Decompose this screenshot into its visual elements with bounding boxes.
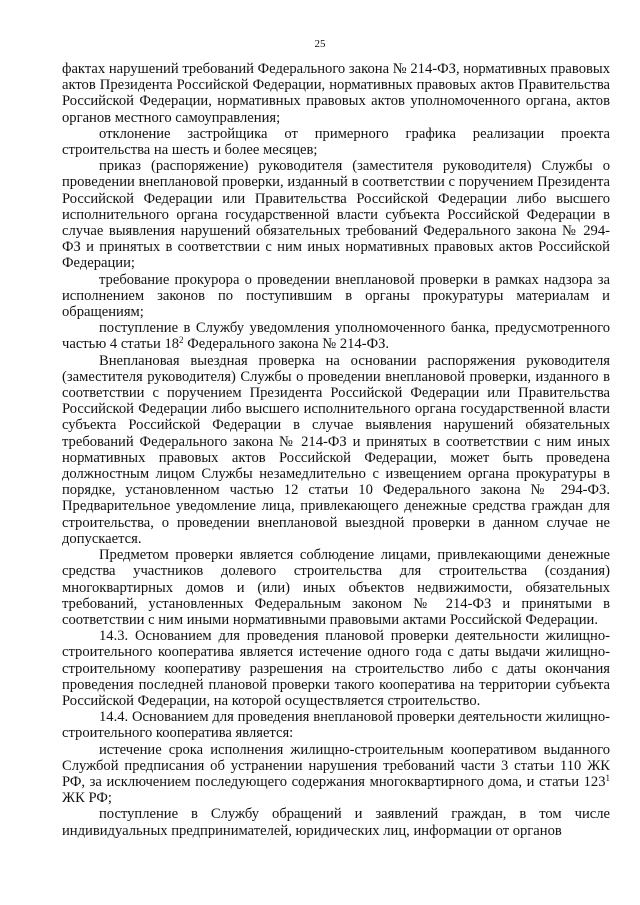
paragraph: Предметом проверки является соблюдение лицами, привлекающими денежные средства участников долевого строительства для строительства (создания) многоквартирных домов и (или) иных объектов недвижимости, обязательных требований, установленных Федеральным законом № 214-ФЗ и принятыми в соответствии с ним иными нормативными правовыми актами Российской Федерации. [62,547,610,628]
paragraph: фактах нарушений требований Федерального закона № 214-ФЗ, нормативных правовых актов Президента Российской Федерации, нормативных правовых актов Правительства Российской Федерации, нормативных правовых актов уполномоченного органа, актов органов местного самоуправления; [62,61,610,126]
paragraph: приказ (распоряжение) руководителя (заместителя руководителя) Службы о проведении внеплановой проверки, изданный в соответствии с поручением Президента Российской Федерации или Правительства Российской Федерации либо высшего исполнительного органа государственной власти субъекта Российской Федерации в случае выявления нарушений обязательных требований Федерального закона № 294-ФЗ и принятых в соответствии с ним иных нормативных правовых актов Российской Федерации; [62,158,610,272]
paragraph: поступление в Службу обращений и заявлений граждан, в том числе индивидуальных предпринимателей, юридических лиц, информации от органов [62,806,610,839]
page-number: 25 [314,38,326,50]
superscript: 1 [605,772,610,783]
paragraph: отклонение застройщика от примерного графика реализации проекта строительства на шесть и более месяцев; [62,125,610,159]
paragraph: поступление в Службу уведомления уполномоченного банка, предусмотренного частью 4 статьи $18^2$ Федерального закона № 214-ФЗ. [62,320,610,353]
superscript: 2 [179,335,184,346]
paragraph: требование прокурора о проведении внеплановой проверки в рамках надзора за исполнением законов по поступившим в органы прокуратуры материалам и обращениям; [62,271,610,321]
paragraph: истечение срока исполнения жилищно-строительным кооперативом выданного Службой предписания об устранении нарушения требований части 3 статьи 110 ЖК РФ, за исключением последующего содержания многоквартирного дома, и статьи $123^1$ ЖК РФ; [62,741,610,807]
paragraph: Внеплановая выездная проверка на основании распоряжения руководителя (заместителя руководителя) Службы о проведении внеплановой проверки, изданного в соответствии с поручением Президента Российской Федерации или Правительства Российской Федерации либо высшего исполнительного органа государственной власти субъекта Российской Федерации в случае выявления нарушений обязательных требований Федерального закона № 214-ФЗ и принятых в соответствии с ним иных нормативных правовых актов Российской Федерации, может быть проведена должностным лицом Службы незамедлительно с извещением органа прокуратуры в порядке, установленном частью 12 статьи 10 Федерального закона № 294-ФЗ. Предварительное уведомление лица, привлекающего денежные средства граждан для строительства, о проведении внеплановой выездной проверки в данном случае не допускается. [62,352,610,547]
document-body [62,61,610,839]
paragraph: 14.4. Основанием для проведения внеплановой проверки деятельности жилищно-строительного кооператива является: [62,709,610,742]
paragraph: 14.3. Основанием для проведения плановой проверки деятельности жилищно-строительного кооператива является истечение одного года с даты выдачи жилищно-строительному кооперативу разрешения на строительство либо с даты окончания проведения последней плановой проверки такого кооператива на территории субъекта Российской Федерации, на которой осуществляется строительство. [62,628,610,709]
